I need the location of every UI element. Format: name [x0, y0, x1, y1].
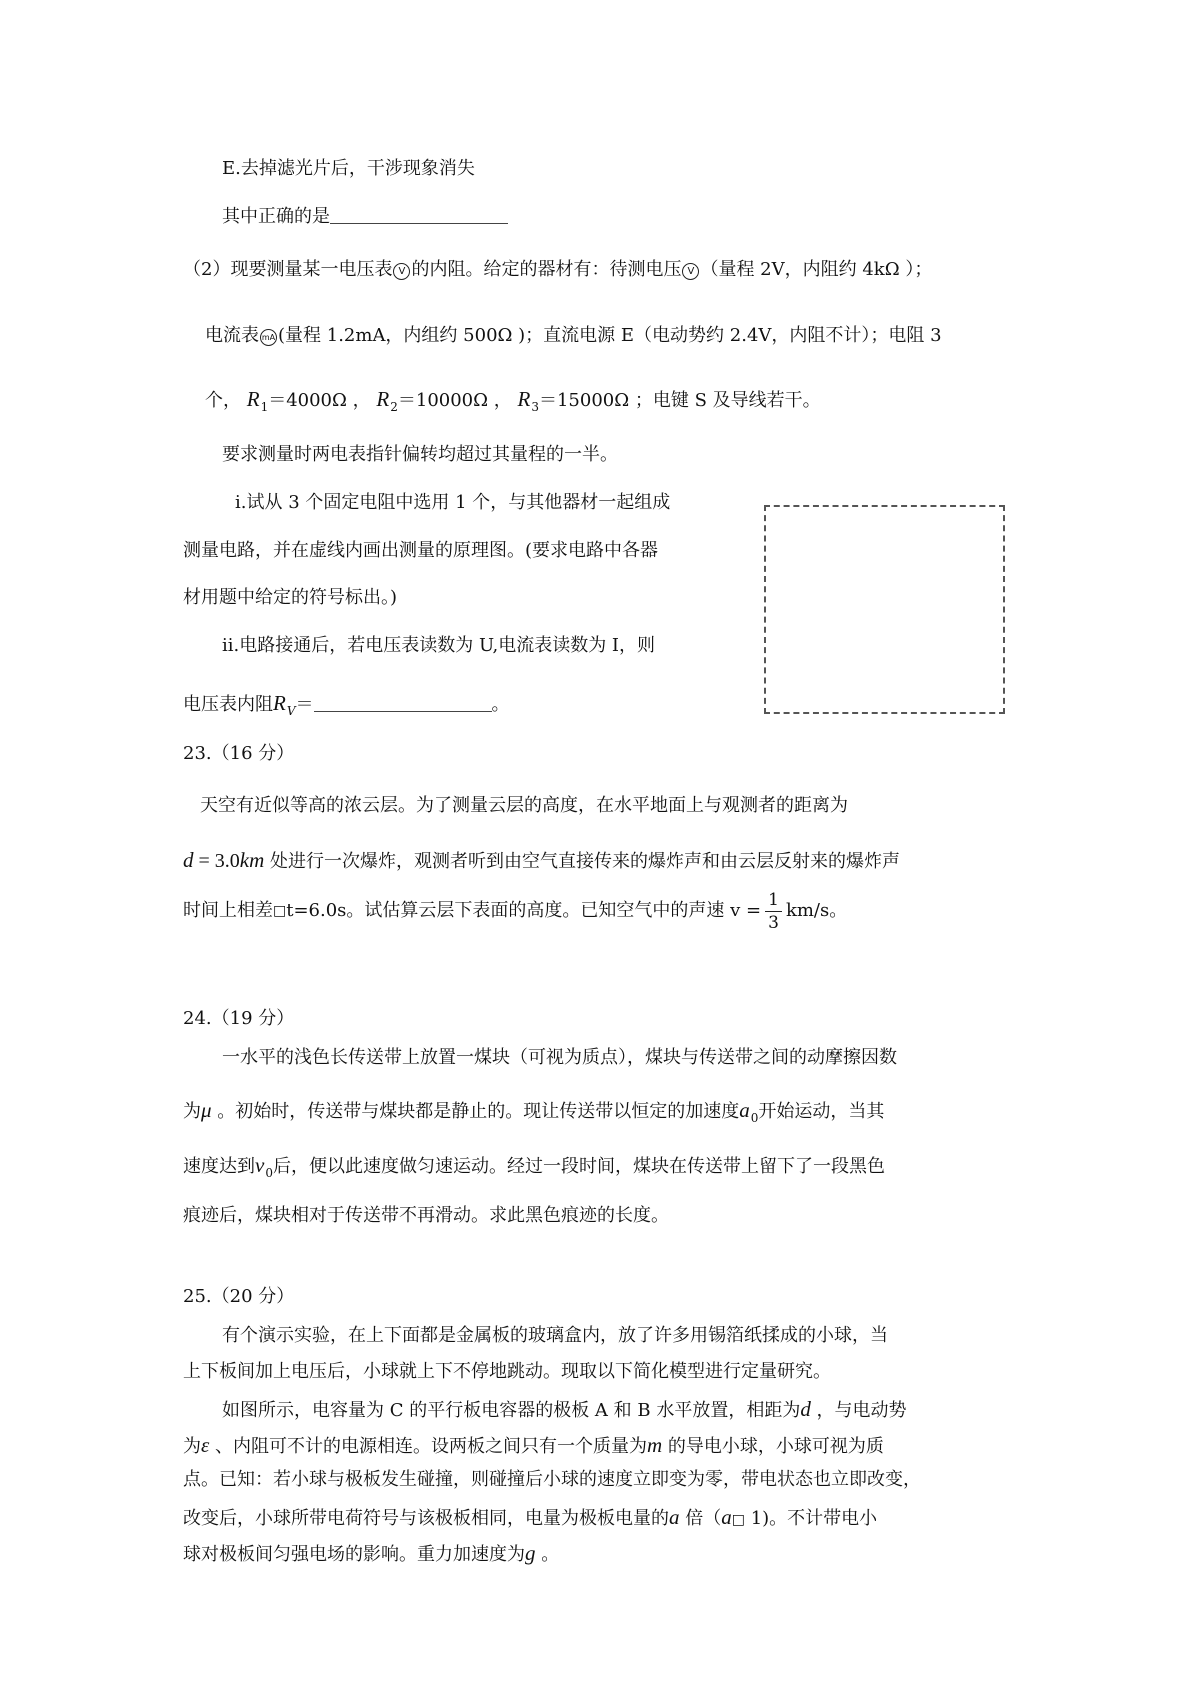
q22-2-part-i-line2: 测量电路，并在虚线内画出测量的原理图。(要求电路中各器	[183, 540, 659, 561]
q25-line4-b: 、内阻可不计的电源相连。设两板之间只有一个质量为	[209, 1436, 648, 1457]
q24-header: 24.（19 分）	[183, 1008, 295, 1029]
voltmeter-icon: V	[682, 263, 699, 280]
km-unit: km	[239, 848, 265, 872]
g-variable: g	[525, 1541, 536, 1565]
alpha-symbol: a	[669, 1505, 680, 1529]
q22-2-part-ii-line2	[183, 693, 510, 717]
q25-line1: 有个演示实验，在上下面都是金属板的玻璃盒内，放了许多用锡箔纸揉成的小球，当	[222, 1325, 888, 1346]
q24-line3	[183, 1155, 885, 1179]
d-equals: = 3.0	[193, 850, 240, 872]
circuit-diagram-box[interactable]	[764, 505, 1005, 714]
a0-subscript: 0	[750, 1111, 759, 1125]
fraction-denominator: 3	[768, 912, 779, 933]
q22-2-part-ii-line2-b: ＝	[295, 694, 314, 715]
q22-2-line3-a: 个，	[205, 390, 241, 411]
q25-line3-b: ，与电动势	[810, 1400, 907, 1421]
correct-answer-prompt	[222, 208, 508, 226]
a0-variable: a	[739, 1098, 750, 1122]
q25-line4	[183, 1435, 884, 1456]
r2-subscript: 2	[390, 400, 398, 414]
q25-line7	[183, 1543, 559, 1564]
r1-subscript: 1	[260, 400, 269, 414]
q25-line6	[183, 1507, 877, 1528]
q24-line1: 一水平的浅色长传送带上放置一煤块（可视为质点），煤块与传送带之间的动摩擦因数	[222, 1047, 897, 1068]
q22-2-line1-a: （2）现要测量某一电压表	[183, 259, 393, 280]
q24-line2	[183, 1100, 884, 1124]
delta-glyph: □	[273, 903, 287, 919]
q23-line2	[183, 850, 900, 871]
rv-subscript: V	[286, 704, 296, 718]
q24-line3-a: 速度达到	[183, 1156, 255, 1177]
r2-variable: R	[376, 387, 390, 411]
q25-line6-c: 1)。不计带电小	[744, 1508, 878, 1529]
v0-variable: v	[255, 1153, 265, 1177]
r1-variable: R	[246, 387, 260, 411]
voltmeter-icon: V	[393, 263, 410, 280]
q22-2-part-i-line1: i.试从 3 个固定电阻中选用 1 个，与其他器材一起组成	[235, 492, 671, 513]
r3-subscript: 3	[531, 400, 539, 414]
rv-answer-blank[interactable]	[314, 711, 492, 712]
q25-line7-b: 。	[535, 1544, 560, 1565]
q25-line6-a: 改变后，小球所带电荷符号与该极板相同，电量为极板电量的	[183, 1508, 669, 1529]
r2-value: ＝10000Ω ，	[397, 390, 512, 411]
q25-line4-c: 的导电小球，小球可视为质	[662, 1436, 884, 1457]
r3-value: ＝15000Ω ；电键 S 及导线若干。	[538, 390, 821, 411]
q23-line3-a: 时间上相差	[183, 900, 273, 921]
q24-line2-b: 。初始时，传送带与煤块都是静止的。现让传送带以恒定的加速度	[211, 1101, 740, 1122]
q22-2-line1	[183, 261, 932, 280]
mu-symbol: μ	[201, 1098, 212, 1122]
fraction-numerator: 1	[765, 889, 782, 912]
q23-header: 23.（16 分）	[183, 743, 295, 764]
q25-line5: 点。已知：若小球与极板发生碰撞，则碰撞后小球的速度立即变为零，带电状态也立即改变，	[183, 1469, 921, 1490]
r1-value: ＝4000Ω ，	[268, 390, 371, 411]
q25-line7-a: 球对极板间匀强电场的影响。重力加速度为	[183, 1544, 525, 1565]
q22-2-line2-b: (量程 1.2mA，内组约 500Ω )；直流电源 E（电动势约 2.4V，内阻不计）；电阻 3	[278, 325, 942, 346]
q22-2-part-ii-line2-end: 。	[491, 694, 510, 715]
q24-line2-c: 开始运动，当其	[758, 1101, 885, 1122]
q23-line2-rest: 处进行一次爆炸，观测者听到由空气直接传来的爆炸声和由云层反射来的爆炸声	[264, 851, 900, 872]
option-e: E.去掉滤光片后，干涉现象消失	[222, 158, 475, 179]
answer-blank[interactable]	[330, 223, 508, 224]
correct-answer-label: 其中正确的是	[222, 206, 330, 227]
epsilon-symbol: ε	[201, 1433, 210, 1457]
q24-line4: 痕迹后，煤块相对于传送带不再滑动。求此黑色痕迹的长度。	[183, 1205, 669, 1226]
q23-line3-b: t=6.0s。试估算云层下表面的高度。已知空气中的声速 v =	[286, 900, 762, 921]
ammeter-icon: mA	[260, 329, 277, 346]
d-variable: d	[183, 848, 194, 872]
q22-2-line3	[205, 389, 821, 413]
q22-2-line1-b: 的内阻。给定的器材有：待测电压	[411, 259, 682, 280]
q25-header: 25.（20 分）	[183, 1286, 295, 1307]
q23-line3-c: km/s。	[785, 900, 848, 921]
q22-2-line2-a: 电流表	[205, 325, 259, 346]
q25-line6-b: 倍（	[679, 1508, 722, 1529]
q23-line1: 天空有近似等高的浓云层。为了测量云层的高度，在水平地面上与观测者的距离为	[200, 795, 848, 816]
q23-line3	[183, 880, 847, 942]
q24-line2-a: 为	[183, 1101, 201, 1122]
sound-speed-fraction	[765, 889, 782, 934]
q25-line3	[222, 1399, 907, 1420]
q22-2-requirement: 要求测量时两电表指针偏转均超过其量程的一半。	[222, 444, 618, 465]
alpha-symbol: a	[721, 1505, 732, 1529]
relation-glyph: □	[731, 1512, 745, 1528]
q22-2-line2	[205, 327, 942, 346]
m-variable: m	[647, 1433, 663, 1457]
q22-2-part-ii-line2-a: 电压表内阻	[183, 694, 273, 715]
q22-2-part-i-line3: 材用题中给定的符号标出。)	[183, 587, 398, 608]
d-variable: d	[800, 1397, 811, 1421]
q25-line4-a: 为	[183, 1436, 201, 1457]
q22-2-part-ii-line1: ii.电路接通后，若电压表读数为 U,电流表读数为 I，则	[222, 635, 656, 656]
v0-subscript: 0	[265, 1166, 273, 1180]
rv-variable: R	[273, 691, 286, 715]
q22-2-line1-c: （量程 2V，内阻约 4kΩ ）；	[700, 259, 933, 280]
q24-line3-b: 后，便以此速度做匀速运动。经过一段时间，煤块在传送带上留下了一段黑色	[272, 1156, 885, 1177]
r3-variable: R	[517, 387, 531, 411]
q25-line3-a: 如图所示，电容量为 C 的平行板电容器的极板 A 和 B 水平放置，相距为	[222, 1400, 801, 1421]
q25-line2: 上下板间加上电压后，小球就上下不停地跳动。现取以下简化模型进行定量研究。	[183, 1361, 831, 1382]
